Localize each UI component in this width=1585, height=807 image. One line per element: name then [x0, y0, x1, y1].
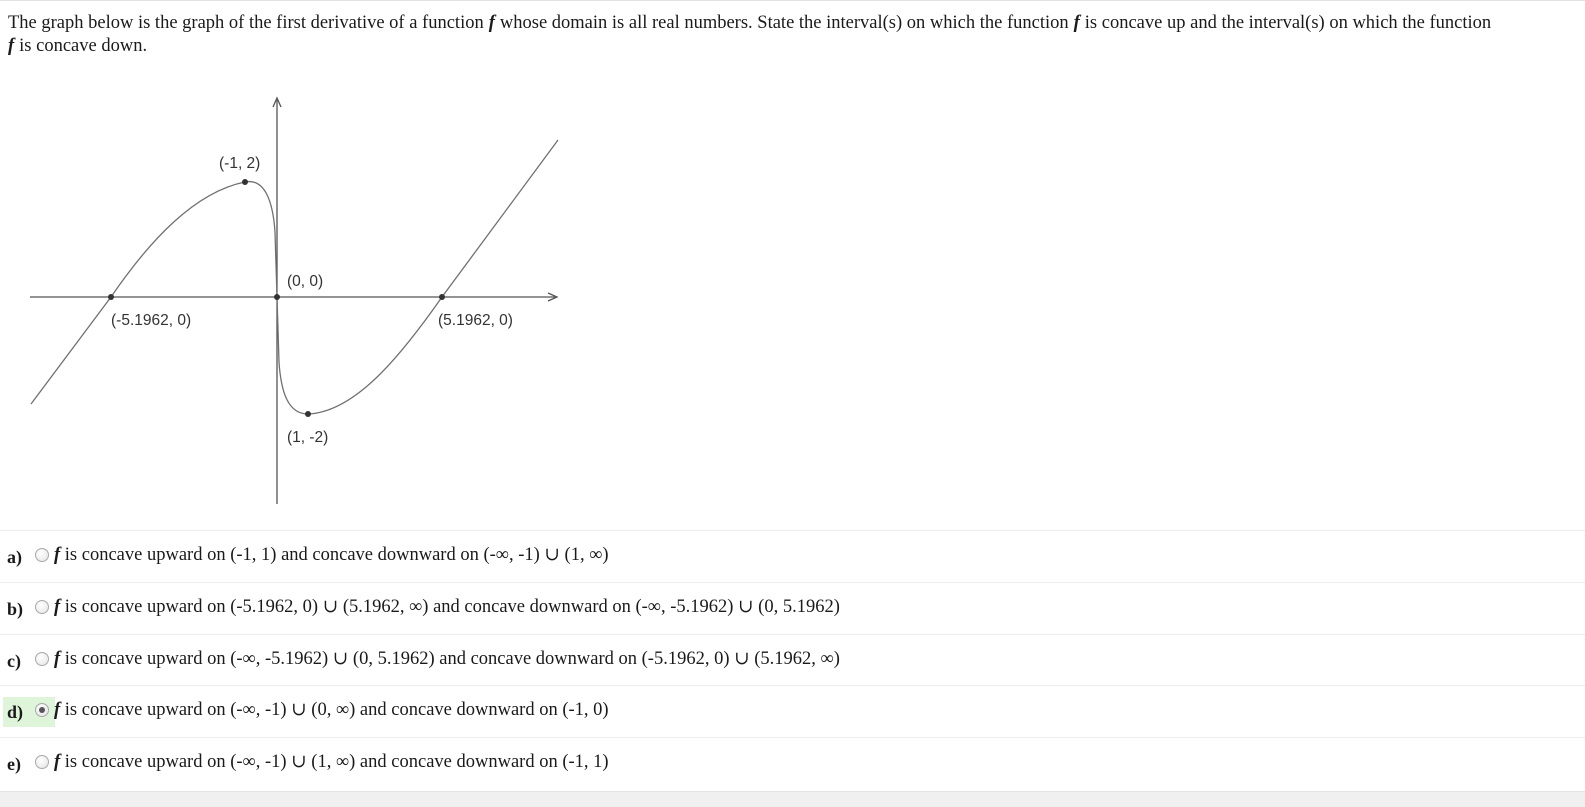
option-b-text: [54, 596, 840, 618]
question-part-3: is concave up and the interval(s) on which the function: [1084, 13, 1492, 33]
function-symbol: f: [54, 597, 61, 617]
origin-point: [274, 294, 280, 300]
function-symbol: f: [1073, 13, 1080, 33]
question-text: [8, 12, 1568, 58]
option-d[interactable]: [0, 685, 1585, 736]
option-d-text: [54, 699, 609, 721]
question-part-4: is concave down.: [19, 36, 148, 56]
function-symbol: f: [54, 752, 61, 772]
option-d-radio[interactable]: [35, 703, 49, 717]
right-root-label: (5.1962, 0): [438, 312, 513, 329]
derivative-graph: [0, 82, 600, 512]
left-root-point: [108, 294, 114, 300]
option-a-text: [54, 544, 609, 566]
question-part-2: whose domain is all real numbers. State the interval(s) on which the function: [499, 13, 1069, 33]
option-a[interactable]: [0, 530, 1585, 581]
top-divider: [0, 0, 1585, 1]
function-symbol: f: [54, 545, 61, 565]
min-point-label: (1, -2): [287, 429, 329, 446]
option-letter: b): [7, 599, 24, 619]
option-b[interactable]: [0, 582, 1585, 633]
option-e-radio[interactable]: [35, 755, 49, 769]
local-max-point: [242, 179, 248, 185]
option-b-radio[interactable]: [35, 600, 49, 614]
option-letter: e): [7, 754, 21, 774]
option-letter: c): [7, 651, 21, 671]
origin-label: (0, 0): [287, 273, 324, 290]
function-symbol: f: [54, 649, 61, 669]
left-root-label: (-5.1962, 0): [111, 312, 192, 329]
local-min-point: [305, 411, 311, 417]
function-symbol: f: [8, 36, 15, 56]
option-body: is concave upward on (-∞, -1) ∪ (1, ∞) and concave downward on (-1, 1): [60, 752, 609, 772]
option-e[interactable]: [0, 737, 1585, 788]
right-root-point: [439, 294, 445, 300]
option-letter: a): [7, 547, 22, 567]
option-body: is concave upward on (-∞, -5.1962) ∪ (0, 5.1962) and concave downward on (-5.1962, 0) ∪ (5.1962, ∞): [60, 649, 840, 669]
bottom-bar: [0, 791, 1585, 807]
max-point-label: (-1, 2): [219, 155, 261, 172]
option-a-radio[interactable]: [35, 548, 49, 562]
option-letter: d): [7, 702, 24, 722]
option-c-radio[interactable]: [35, 652, 49, 666]
function-symbol: f: [488, 13, 495, 33]
option-body: is concave upward on (-∞, -1) ∪ (0, ∞) and concave downward on (-1, 0): [60, 700, 609, 720]
option-e-text: [54, 751, 609, 773]
function-symbol: f: [54, 700, 61, 720]
option-body: is concave upward on (-1, 1) and concave downward on (-∞, -1) ∪ (1, ∞): [60, 545, 609, 565]
option-c-text: [54, 648, 840, 670]
option-body: is concave upward on (-5.1962, 0) ∪ (5.1962, ∞) and concave downward on (-∞, -5.1962) ∪ (0, 5.1962): [60, 597, 840, 617]
question-part-1: The graph below is the graph of the first derivative of a function: [8, 13, 484, 33]
option-c[interactable]: [0, 634, 1585, 685]
